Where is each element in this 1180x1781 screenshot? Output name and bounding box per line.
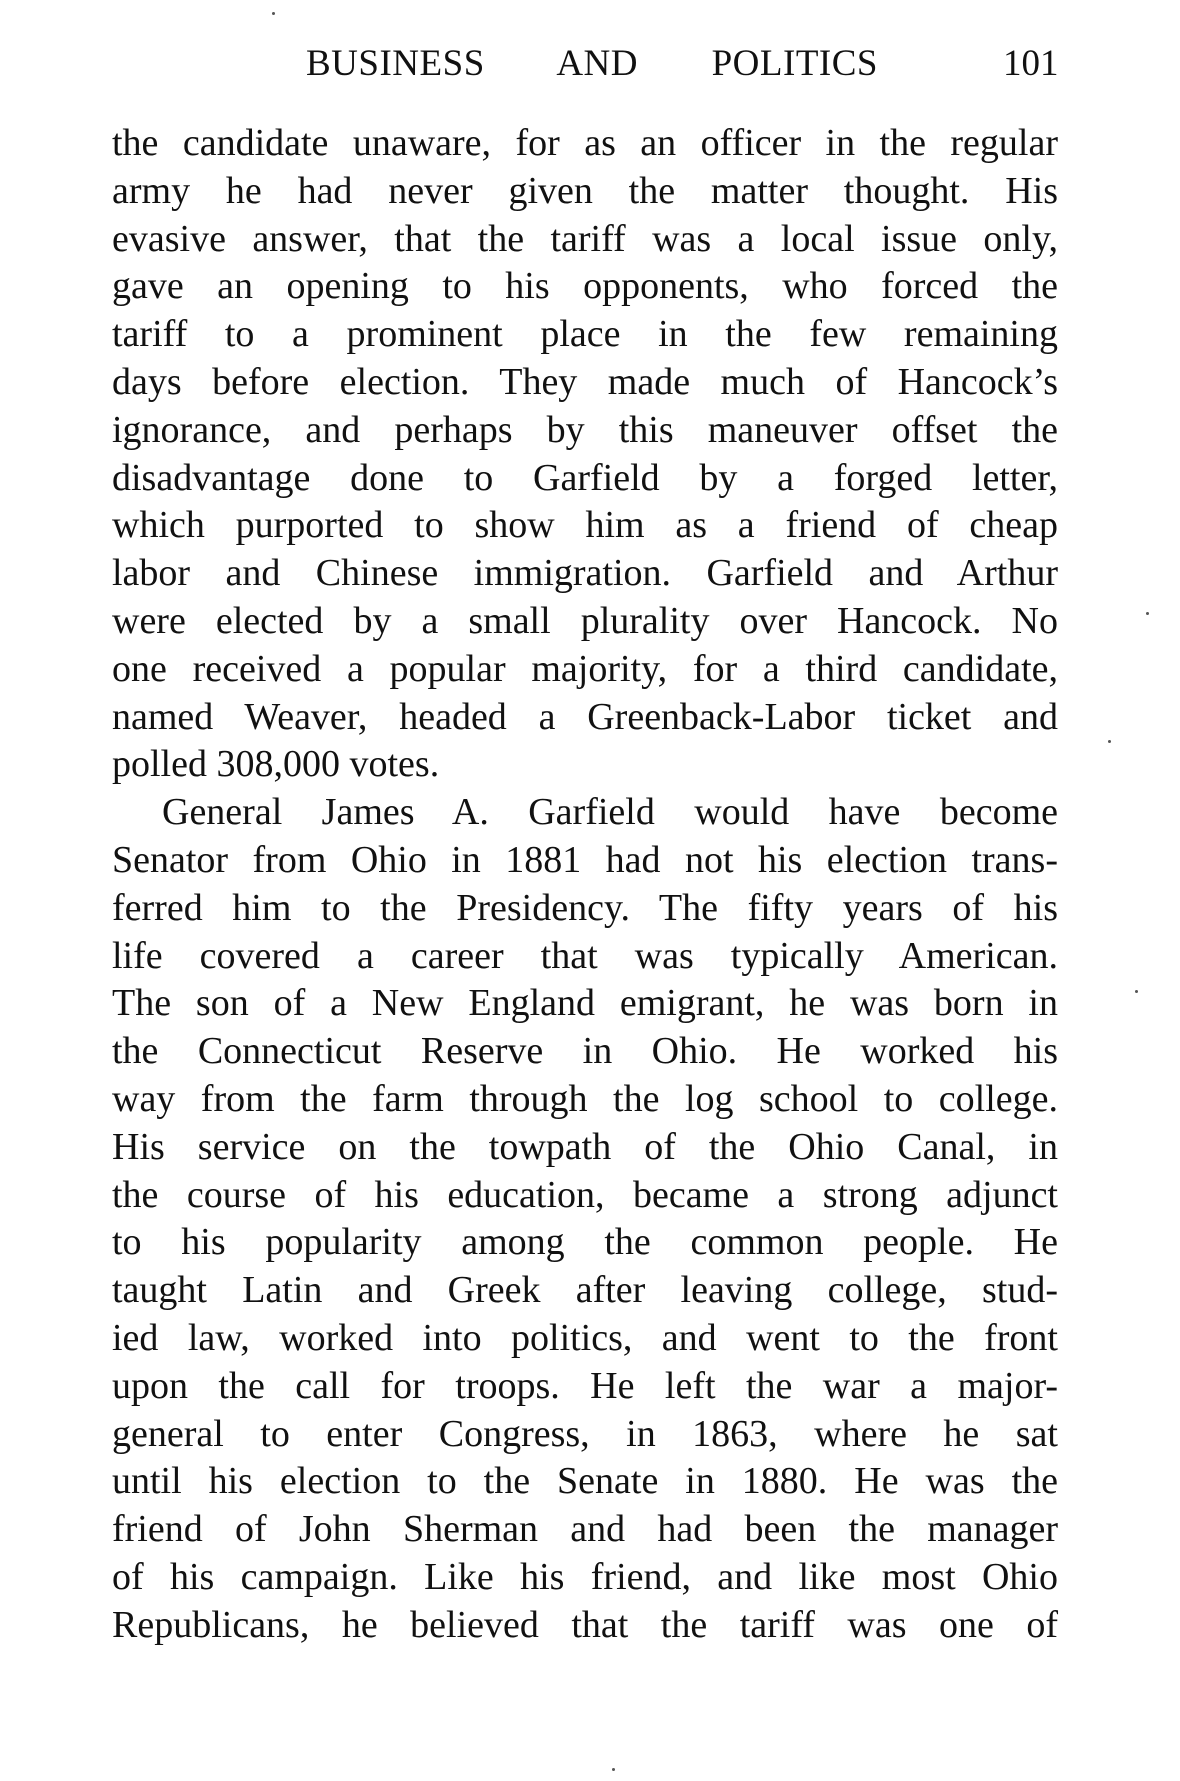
text-line: General James A. Garfield would have become (162, 791, 1058, 834)
text-line: The son of a New England emigrant, he was born in (112, 982, 1058, 1025)
text-line: Republicans, he believed that the tariff was one of (112, 1603, 1058, 1646)
text-line: of his campaign. Like his friend, and like most Ohio (112, 1555, 1058, 1598)
running-header (0, 42, 1180, 92)
speck (1146, 612, 1149, 615)
text-line: life covered a career that was typically American. (112, 934, 1058, 977)
text-line: one received a popular majority, for a third candidate, (112, 647, 1058, 690)
text-line: labor and Chinese immigration. Garfield and Arthur (112, 552, 1058, 595)
text-line: the Connecticut Reserve in Ohio. He worked his (112, 1030, 1058, 1073)
text-line: friend of John Sherman and had been the manager (112, 1508, 1058, 1551)
text-line: Senator from Ohio in 1881 had not his election trans- (112, 838, 1058, 881)
text-line: tariff to a prominent place in the few remaining (112, 313, 1058, 356)
text-line: upon the call for troops. He left the war a major- (112, 1364, 1058, 1407)
text-line: the course of his education, became a strong adjunct (112, 1173, 1058, 1216)
text-line: were elected by a small plurality over Hancock. No (112, 599, 1058, 642)
text-line: taught Latin and Greek after leaving college, stud- (112, 1269, 1058, 1312)
text-line: gave an opening to his opponents, who forced the (112, 265, 1058, 308)
speck (1108, 740, 1111, 743)
text-line: disadvantage done to Garfield by a forged letter, (112, 456, 1058, 499)
page-body (112, 120, 1058, 1650)
text-line: polled 308,000 votes. (112, 743, 440, 786)
speck (1135, 990, 1138, 993)
text-line: way from the farm through the log school to college. (112, 1077, 1058, 1120)
speck (612, 1768, 615, 1771)
text-line: general to enter Congress, in 1863, where he sat (112, 1412, 1058, 1455)
text-line: army he had never given the matter thought. His (112, 169, 1058, 212)
running-title: BUSINESS AND POLITICS (306, 43, 878, 84)
text-line: His service on the towpath of the Ohio Canal, in (112, 1125, 1058, 1168)
text-line: which purported to show him as a friend of cheap (112, 504, 1058, 547)
text-line: ied law, worked into politics, and went to the front (112, 1316, 1058, 1359)
text-line: until his election to the Senate in 1880. He was the (112, 1460, 1058, 1503)
text-line: evasive answer, that the tariff was a local issue only, (112, 217, 1058, 260)
text-line: to his popularity among the common people. He (112, 1221, 1058, 1264)
text-line: the candidate unaware, for as an officer in the regular (112, 122, 1058, 164)
text-line: ferred him to the Presidency. The fifty years of his (112, 886, 1058, 929)
text-line: days before election. They made much of Hancock’s (112, 360, 1058, 403)
speck (272, 12, 275, 15)
text-line: named Weaver, headed a Greenback-Labor ticket and (112, 695, 1058, 738)
page-number: 101 (1003, 43, 1059, 84)
text-line: ignorance, and perhaps by this maneuver offset the (112, 408, 1058, 451)
